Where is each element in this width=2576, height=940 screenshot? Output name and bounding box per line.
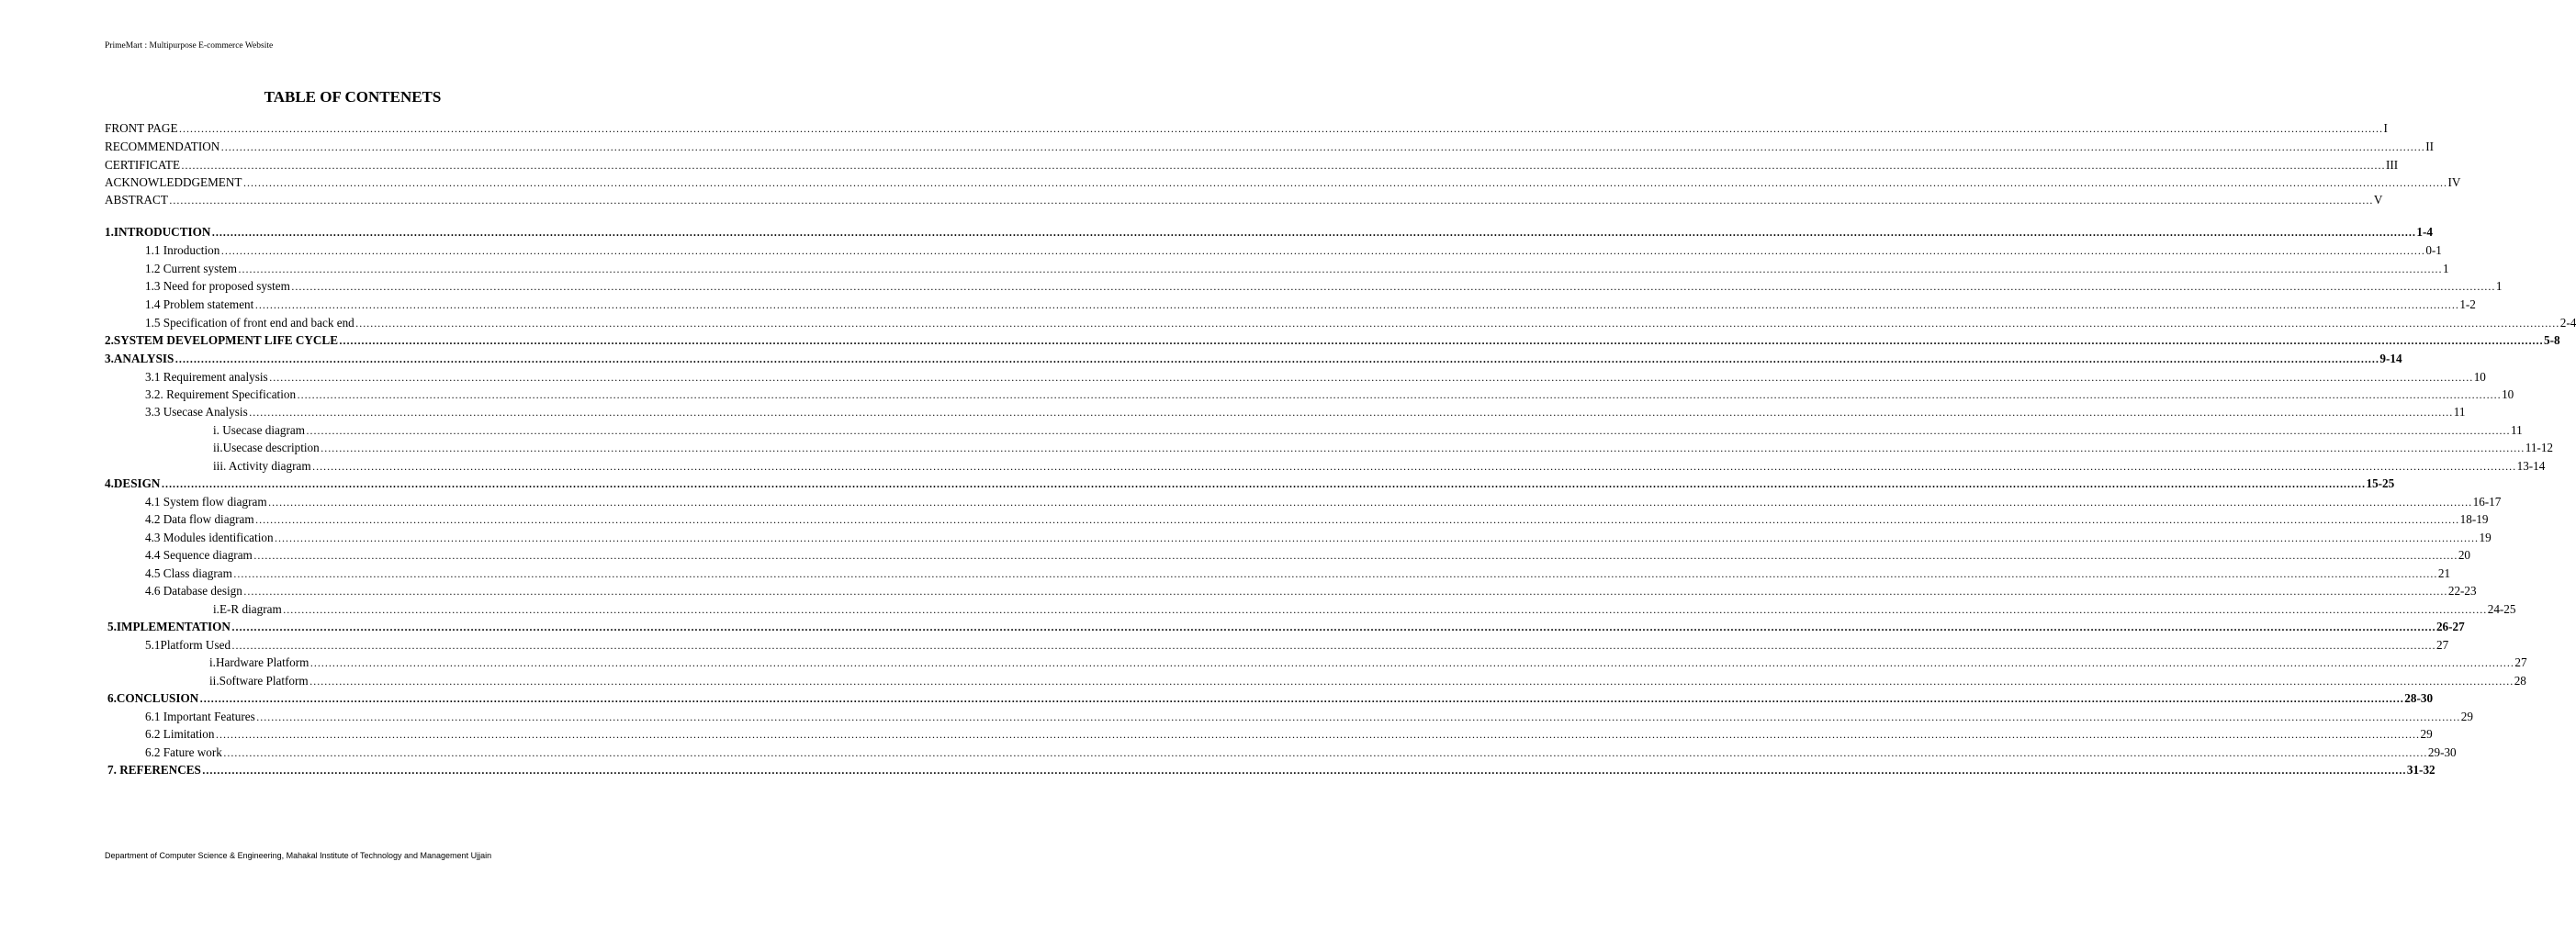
toc-entry-label: 1.2 Current system (145, 262, 237, 275)
toc-entry-label: 1.INTRODUCTION (105, 225, 211, 239)
toc-dot-leader: …………………………………………………………………………………………………………………………………………………………………………………………………………………………………………………………………………………………………………………………………………………………………………………………………………………………………………………………………………………………………………………………………………………… (174, 352, 2379, 365)
toc-dot-leader: …………………………………………………………………………………………………………………………………………………………………………………………………………………………………………………………………………………………………………………………………………………………………………………………………………………………………………………………………………………………………………………………………………………… (305, 424, 2510, 437)
toc-dot-leader: …………………………………………………………………………………………………………………………………………………………………………………………………………………………………………………………………………………………………………………………………………………………………………………………………………………………………………………………………………………………………………………………………………………… (282, 603, 2487, 616)
toc-entry (145, 725, 2433, 743)
toc-dot-leader: …………………………………………………………………………………………………………………………………………………………………………………………………………………………………………………………………………………………………………………………………………………………………………………………………………………………………………………………………………………………………………………………………………………… (248, 406, 2453, 419)
toc-entry-label: 4.2 Data flow diagram (145, 512, 254, 526)
toc-dot-leader: …………………………………………………………………………………………………………………………………………………………………………………………………………………………………………………………………………………………………………………………………………………………………………………………………………………………………………………………………………………………………………………………………………………… (242, 176, 2447, 189)
toc-entry-label: CERTIFICATE (105, 158, 180, 172)
toc-entry (145, 636, 2449, 654)
toc-dot-leader: …………………………………………………………………………………………………………………………………………………………………………………………………………………………………………………………………………………………………………………………………………………………………………………………………………………………………………………………………………………………………………………………………………………… (339, 334, 2544, 347)
toc-chapter-entry (107, 618, 2465, 635)
toc-entry-label: 6.CONCLUSION (107, 691, 199, 705)
toc-entry-page: 11 (2453, 405, 2466, 419)
toc-entry-page: 13-14 (2516, 459, 2546, 473)
toc-entry (145, 277, 2503, 295)
toc-dot-leader: …………………………………………………………………………………………………………………………………………………………………………………………………………………………………………………………………………………………………………………………………………………………………………………………………………………………………………………………………………………………………………………………………………………… (255, 711, 2460, 723)
toc-entry (145, 546, 2471, 564)
toc-chapter-entry (105, 475, 2395, 492)
toc-dot-leader: …………………………………………………………………………………………………………………………………………………………………………………………………………………………………………………………………………………………………………………………………………………………………………………………………………………………………………………………………………………………………………………………………………………… (181, 159, 2385, 172)
toc-dot-leader: …………………………………………………………………………………………………………………………………………………………………………………………………………………………………………………………………………………………………………………………………………………………………………………………………………………………………………………………………………………………………………………………………………………… (211, 226, 2416, 239)
toc-dot-leader: …………………………………………………………………………………………………………………………………………………………………………………………………………………………………………………………………………………………………………………………………………………………………………………………………………………………………………………………………………………………………………………………………………………… (161, 477, 2366, 490)
toc-dot-leader: …………………………………………………………………………………………………………………………………………………………………………………………………………………………………………………………………………………………………………………………………………………………………………………………………………………………………………………………………………………………………………………………………………………… (253, 549, 2458, 562)
toc-entry-page: 1 (2495, 279, 2503, 293)
toc-chapter-entry (105, 331, 2560, 349)
toc-entry-page: 19 (2479, 531, 2492, 544)
toc-entry-page: 1-2 (2459, 297, 2476, 311)
toc-entry-page: 5-8 (2544, 333, 2560, 347)
toc-entry (105, 138, 2435, 155)
running-footer: Department of Computer Science & Engineering, Mahakal Institute of Technology and Management Ujjain (105, 851, 492, 860)
toc-entry-label: 5.1Platform Used (145, 638, 231, 652)
toc-dot-leader: …………………………………………………………………………………………………………………………………………………………………………………………………………………………………………………………………………………………………………………………………………………………………………………………………………………………………………………………………………………………………………………………………………………… (311, 460, 2516, 473)
toc-dot-leader: …………………………………………………………………………………………………………………………………………………………………………………………………………………………………………………………………………………………………………………………………………………………………………………………………………………………………………………………………………………………………………………………………………………… (254, 298, 2459, 311)
toc-entry-label: ABSTRACT (105, 193, 168, 207)
toc-entry-page: 31-32 (2406, 763, 2435, 777)
toc-dot-leader: …………………………………………………………………………………………………………………………………………………………………………………………………………………………………………………………………………………………………………………………………………………………………………………………………………………………………………………………………………………………………………………………………………………… (297, 388, 2502, 401)
toc-entry-page: 20 (2458, 548, 2471, 562)
running-header: PrimeMart : Multipurpose E-commerce Website (105, 41, 274, 50)
toc-entry-page: 29 (2460, 710, 2473, 723)
toc-entry-label: ACKNOWLEDDGEMENT (105, 175, 242, 189)
toc-entry-page: II (2425, 140, 2435, 153)
toc-chapter-entry (105, 223, 2433, 241)
toc-chapter-entry (107, 689, 2434, 707)
toc-entry (145, 529, 2492, 546)
toc-entry (145, 260, 2449, 277)
page-title: TABLE OF CONTENETS (264, 88, 442, 106)
toc-dot-leader: …………………………………………………………………………………………………………………………………………………………………………………………………………………………………………………………………………………………………………………………………………………………………………………………………………………………………………………………………………………………………………………………………………………… (199, 692, 2404, 705)
toc-entry-label: i.E-R diagram (213, 602, 282, 616)
toc-entry (145, 582, 2477, 599)
toc-entry-label: 4.DESIGN (105, 476, 161, 490)
toc-entry-label: 4.5 Class diagram (145, 566, 232, 580)
toc-entry-label: 3.1 Requirement analysis (145, 370, 268, 384)
toc-entry (145, 708, 2473, 725)
toc-entry (145, 296, 2476, 313)
toc-dot-leader: …………………………………………………………………………………………………………………………………………………………………………………………………………………………………………………………………………………………………………………………………………………………………………………………………………………………………………………………………………………………………………………………………………………… (242, 585, 2447, 598)
toc-entry-label: 3.3 Usecase Analysis (145, 405, 248, 419)
toc-entry (105, 173, 2461, 191)
toc-entry-page: 1-4 (2416, 225, 2433, 239)
toc-dot-leader: …………………………………………………………………………………………………………………………………………………………………………………………………………………………………………………………………………………………………………………………………………………………………………………………………………………………………………………………………………………………………………………………………………………… (220, 140, 2425, 153)
toc-entry (213, 600, 2516, 618)
toc-entry-page: 11-12 (2525, 441, 2554, 454)
toc-entry-page: 9-14 (2379, 352, 2402, 365)
toc-entry (213, 457, 2546, 475)
toc-entry-label: i.Hardware Platform (209, 655, 309, 669)
toc-entry-page: I (2383, 121, 2388, 135)
toc-dot-leader: …………………………………………………………………………………………………………………………………………………………………………………………………………………………………………………………………………………………………………………………………………………………………………………………………………………………………………………………………………………………………………………………………………………… (238, 263, 2442, 275)
toc-entry-page: 26-27 (2435, 620, 2465, 633)
toc-dot-leader: …………………………………………………………………………………………………………………………………………………………………………………………………………………………………………………………………………………………………………………………………………………………………………………………………………………………………………………………………………………………………………………………………………………… (267, 496, 2472, 509)
toc-dot-leader: …………………………………………………………………………………………………………………………………………………………………………………………………………………………………………………………………………………………………………………………………………………………………………………………………………………………………………………………………………………………………………………………………………………… (220, 244, 2425, 257)
toc-entry (145, 314, 2576, 331)
toc-entry-page: 16-17 (2472, 495, 2502, 509)
toc-entry-page: 28-30 (2404, 691, 2434, 705)
toc-dot-leader: …………………………………………………………………………………………………………………………………………………………………………………………………………………………………………………………………………………………………………………………………………………………………………………………………………………………………………………………………………………………………………………………………………………… (222, 746, 2427, 759)
toc-entry-page: 29 (2420, 727, 2433, 741)
toc-dot-leader: …………………………………………………………………………………………………………………………………………………………………………………………………………………………………………………………………………………………………………………………………………………………………………………………………………………………………………………………………………………………………………………………………………………… (232, 567, 2437, 580)
toc-entry (209, 672, 2526, 689)
toc-dot-leader: …………………………………………………………………………………………………………………………………………………………………………………………………………………………………………………………………………………………………………………………………………………………………………………………………………………………………………………………………………………………………………………………………………………… (215, 728, 2420, 741)
toc-entry-page: 10 (2473, 370, 2486, 384)
toc-entry-label: 3.ANALYSIS (105, 352, 174, 365)
toc-entry-page: 24-25 (2487, 602, 2516, 616)
toc-entry (213, 421, 2523, 439)
toc-chapter-entry (107, 761, 2435, 778)
toc-entry-page: 2-4 (2559, 316, 2576, 330)
toc-entry-page: 21 (2437, 566, 2451, 580)
toc-entry-label: 6.2 Limitation (145, 727, 215, 741)
toc-dot-leader: …………………………………………………………………………………………………………………………………………………………………………………………………………………………………………………………………………………………………………………………………………………………………………………………………………………………………………………………………………………………………………………………………………………… (168, 194, 2373, 207)
toc-entry-page: 29-30 (2427, 745, 2457, 759)
toc-entry-label: 4.3 Modules identification (145, 531, 274, 544)
toc-entry-page: 1 (2443, 262, 2449, 275)
toc-entry-label: 1.5 Specification of front end and back end (145, 316, 354, 330)
toc-entry-page: III (2386, 158, 2399, 172)
toc-entry-page: IV (2447, 175, 2461, 189)
toc-dot-leader: …………………………………………………………………………………………………………………………………………………………………………………………………………………………………………………………………………………………………………………………………………………………………………………………………………………………………………………………………………………………………………………………………………………… (268, 371, 2473, 384)
toc-entry (145, 368, 2486, 386)
toc-dot-leader: …………………………………………………………………………………………………………………………………………………………………………………………………………………………………………………………………………………………………………………………………………………………………………………………………………………………………………………………………………………………………………………………………………………… (309, 675, 2514, 688)
toc-entry-page: 27 (2436, 638, 2449, 652)
toc-entry-label: i. Usecase diagram (213, 423, 305, 437)
toc-dot-leader: …………………………………………………………………………………………………………………………………………………………………………………………………………………………………………………………………………………………………………………………………………………………………………………………………………………………………………………………………………………………………………………………………………………… (178, 122, 2383, 135)
toc-entry (145, 744, 2457, 761)
toc-entry-label: 1.4 Problem statement (145, 297, 254, 311)
toc-entry-label: ii.Usecase description (213, 441, 320, 454)
toc-entry-label: ii.Software Platform (209, 674, 309, 688)
toc-entry-page: 22-23 (2447, 584, 2477, 598)
toc-entry (105, 156, 2399, 173)
toc-entry (145, 403, 2466, 420)
toc-entry (105, 191, 2383, 208)
toc-dot-leader: …………………………………………………………………………………………………………………………………………………………………………………………………………………………………………………………………………………………………………………………………………………………………………………………………………………………………………………………………………………………………………………………………………………… (201, 764, 2406, 777)
toc-entry (145, 241, 2442, 259)
toc-dot-leader: …………………………………………………………………………………………………………………………………………………………………………………………………………………………………………………………………………………………………………………………………………………………………………………………………………………………………………………………………………………………………………………………………………………… (309, 656, 2514, 669)
toc-entry-page: 10 (2502, 387, 2514, 401)
toc-entry (209, 654, 2527, 671)
toc-entry-label: 5.IMPLEMENTATION (107, 620, 231, 633)
toc-entry-label: 4.4 Sequence diagram (145, 548, 253, 562)
toc-entry (145, 493, 2502, 510)
toc-entry-label: 6.1 Important Features (145, 710, 255, 723)
toc-dot-leader: …………………………………………………………………………………………………………………………………………………………………………………………………………………………………………………………………………………………………………………………………………………………………………………………………………………………………………………………………………………………………………………………………………………… (231, 621, 2435, 633)
toc-dot-leader: …………………………………………………………………………………………………………………………………………………………………………………………………………………………………………………………………………………………………………………………………………………………………………………………………………………………………………………………………………………………………………………………………………………… (231, 639, 2436, 652)
toc-entry-page: 11 (2510, 423, 2523, 437)
toc-entry-label: 6.2 Fature work (145, 745, 222, 759)
toc-entry-label: 4.1 System flow diagram (145, 495, 267, 509)
toc-entry-label: 1.3 Need for proposed system (145, 279, 290, 293)
toc-entry-label: FRONT PAGE (105, 121, 178, 135)
toc-entry (145, 386, 2514, 403)
toc-dot-leader: …………………………………………………………………………………………………………………………………………………………………………………………………………………………………………………………………………………………………………………………………………………………………………………………………………………………………………………………………………………………………………………………………………………… (320, 442, 2525, 454)
toc-dot-leader: …………………………………………………………………………………………………………………………………………………………………………………………………………………………………………………………………………………………………………………………………………………………………………………………………………………………………………………………………………………………………………………………………………………… (254, 513, 2459, 526)
toc-entry-label: iii. Activity diagram (213, 459, 311, 473)
toc-entry (213, 439, 2554, 456)
toc-entry (145, 565, 2451, 582)
toc-entry-page: 28 (2514, 674, 2526, 688)
toc-entry-page: V (2373, 193, 2383, 207)
toc-dot-leader: …………………………………………………………………………………………………………………………………………………………………………………………………………………………………………………………………………………………………………………………………………………………………………………………………………………………………………………………………………………………………………………………………………………… (274, 532, 2479, 544)
toc-entry-label: RECOMMENDATION (105, 140, 220, 153)
toc-chapter-entry (105, 350, 2402, 367)
toc-entry-page: 27 (2514, 655, 2527, 669)
toc-entry-label: 4.6 Database design (145, 584, 242, 598)
toc-entry (145, 510, 2489, 528)
toc-entry-label: 2.SYSTEM DEVELOPMENT LIFE CYCLE (105, 333, 339, 347)
toc-dot-leader: …………………………………………………………………………………………………………………………………………………………………………………………………………………………………………………………………………………………………………………………………………………………………………………………………………………………………………………………………………………………………………………………………………………… (290, 280, 2495, 293)
toc-entry-label: 7. REFERENCES (107, 763, 201, 777)
toc-entry-page: 15-25 (2366, 476, 2395, 490)
toc-entry-label: 3.2. Requirement Specification (145, 387, 297, 401)
toc-entry-page: 0-1 (2425, 243, 2442, 257)
toc-entry-label: 1.1 Inroduction (145, 243, 220, 257)
toc-dot-leader: …………………………………………………………………………………………………………………………………………………………………………………………………………………………………………………………………………………………………………………………………………………………………………………………………………………………………………………………………………………………………………………………………………………… (354, 317, 2559, 330)
toc-entry (105, 119, 2388, 137)
toc-entry-page: 18-19 (2459, 512, 2489, 526)
